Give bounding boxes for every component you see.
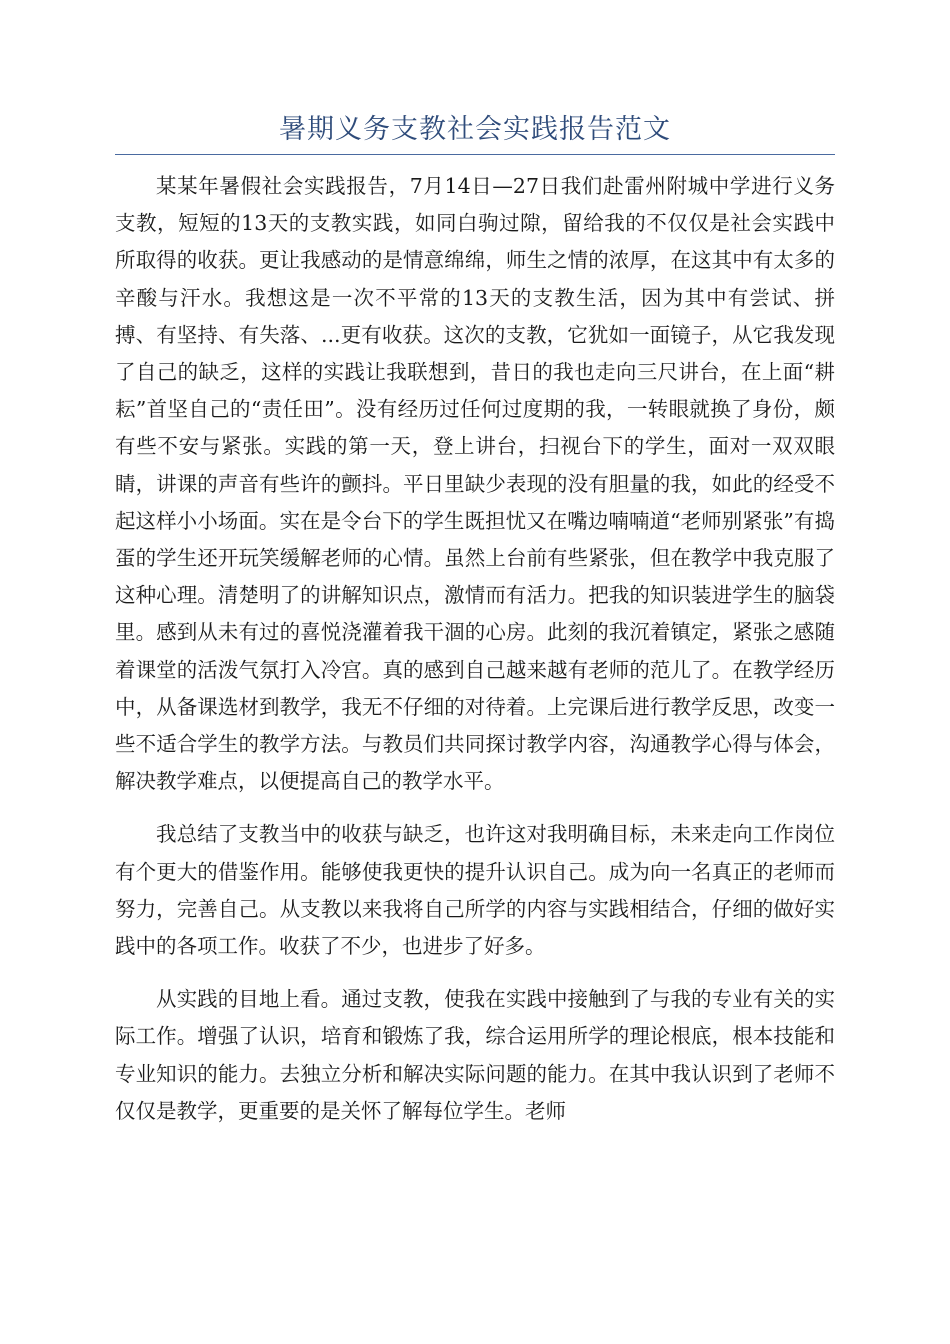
document-title: 暑期义务支教社会实践报告范文 [279,114,671,145]
paragraph-3: 从实践的目地上看。通过支教，使我在实践中接触到了与我的专业有关的实际工作。增强了认识，培育和锻炼了我，综合运用所学的理论根底，根本技能和专业知识的能力。去独立分析和解决实际问题的能力。在其中我认识到了老师不仅仅是教学，更重要的是关怀了解每位学生。老师 [115,987,835,1123]
paragraph-2: 我总结了支教当中的收获与缺乏，也许这对我明确目标，未来走向工作岗位有个更大的借鉴作用。能够使我更快的提升认识自己。成为向一名真正的老师而努力，完善自己。从支教以来我将自己所学的内容与实践相结合，仔细的做好实践中的各项工作。收获了不少，也进步了好多。 [115,822,835,959]
document-body [115,168,835,1130]
title-underline [115,154,835,155]
paragraph-1: 某某年暑假社会实践报告，7月14日—27日我们赴雷州附城中学进行义务支教，短短的13天的支教实践，如同白驹过隙，留给我的不仅仅是社会实践中所取得的收获。更让我感动的是情意绵绵，师生之情的浓厚，在这其中有太多的辛酸与汗水。我想这是一次不平常的13天的支教生活，因为其中有尝试、拼搏、有坚持、有失落、...更有收获。这次的支教，它犹如一面镜子，从它我发现了自己的缺乏，这样的实践让我联想到，昔日的我也走向三尺讲台，在上面“耕耘”首坚自己的“责任田”。没有经历过任何过度期的我，一转眼就换了身份，颇有些不安与紧张。实践的第一天，登上讲台，扫视台下的学生，面对一双双眼睛，讲课的声音有些许的颤抖。平日里缺少表现的没有胆量的我，如此的经受不起这样小小场面。实在是令台下的学生既担忧又在嘴边喃喃道“老师别紧张”有捣蛋的学生还开玩笑缓解老师的心情。虽然上台前有些紧张，但在教学中我克服了这种心理。清楚明了的讲解知识点，激情而有活力。把我的知识装进学生的脑袋里。感到从未有过的喜悦浇灌着我干涸的心房。此刻的我沉着镇定，紧张之感随着课堂的活泼气氛打入冷宫。真的感到自己越来越有老师的范儿了。在教学经历中，从备课选材到教学，我无不仔细的对待着。上完课后进行教学反思，改变一些不适合学生的教学方法。与教员们共同探讨教学内容，沟通教学心得与体会，解决教学难点，以便提高自己的教学水平。 [115,174,835,794]
